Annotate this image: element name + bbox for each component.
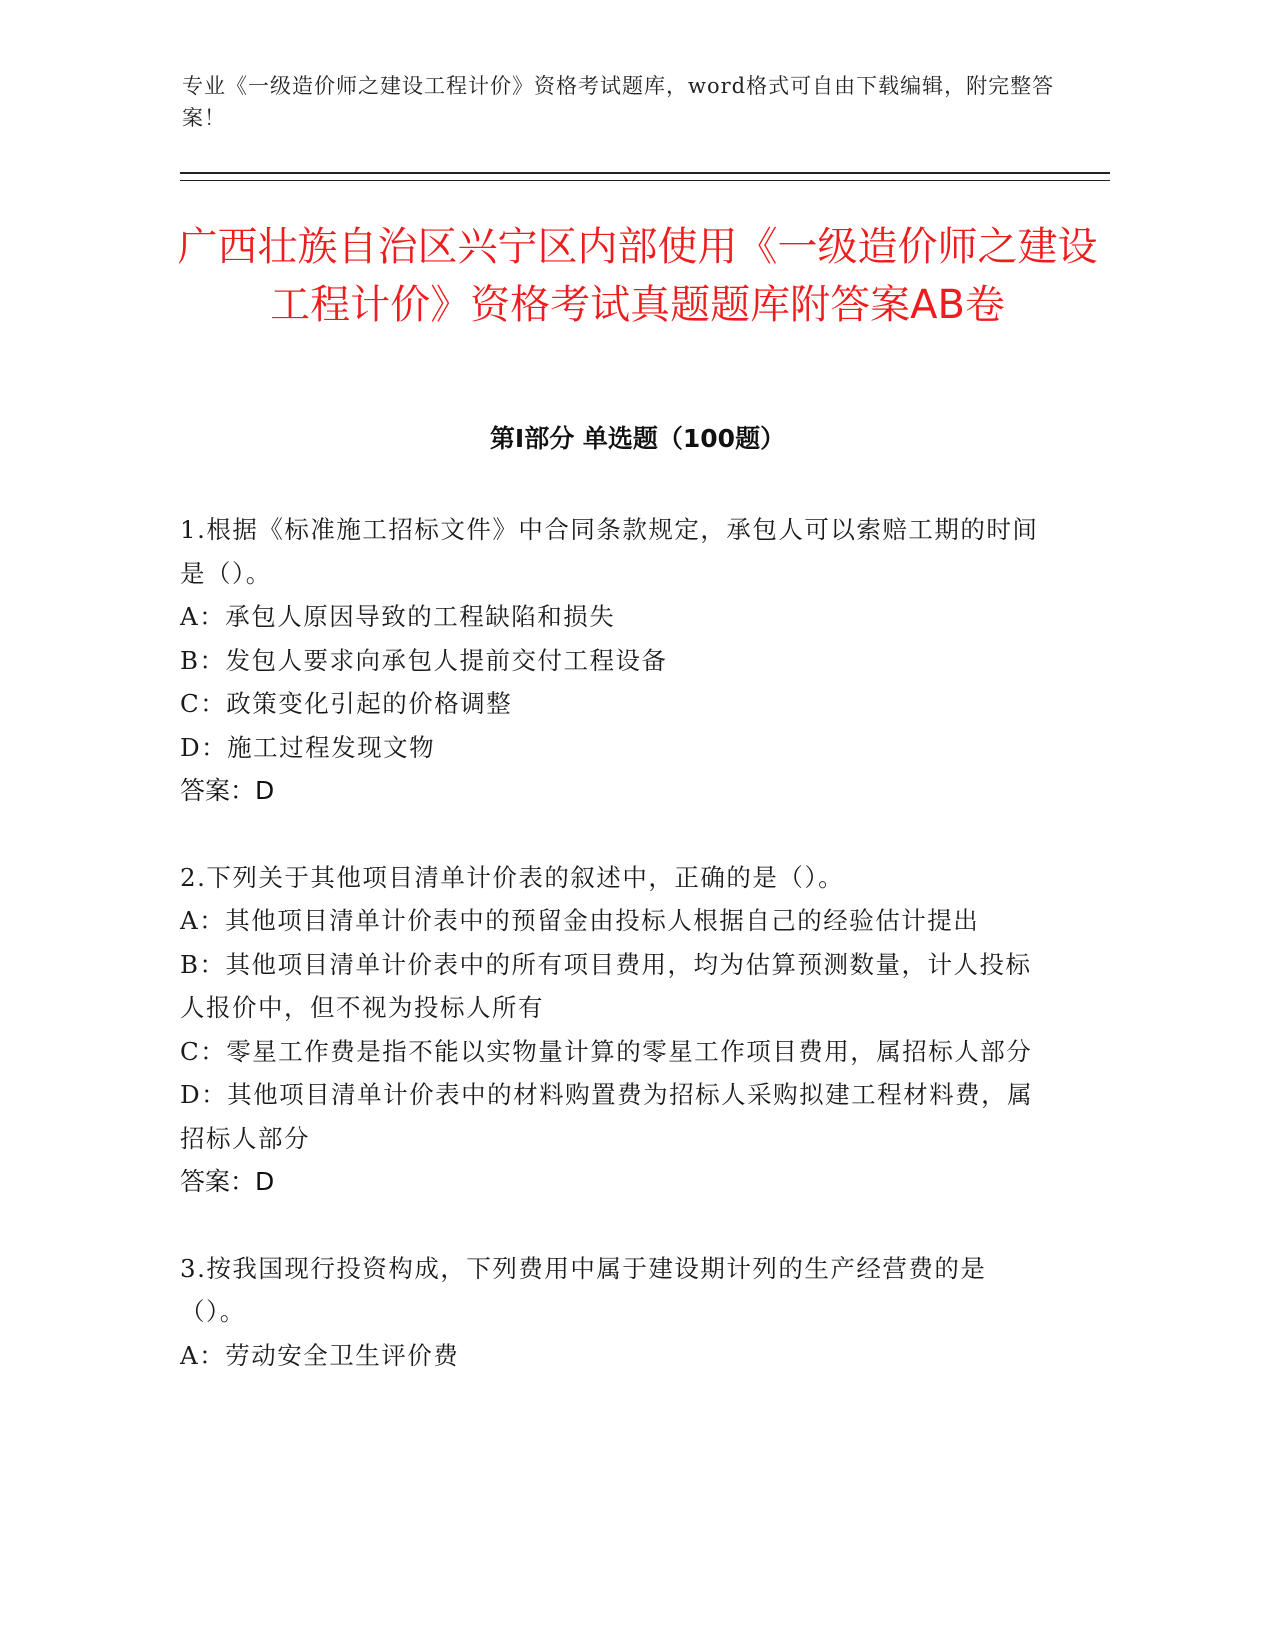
answer-label: 答案：D bbox=[180, 1167, 275, 1196]
option-d: D：其他项目清单计价表中的材料购置费为招标人采购拟建工程材料费，属招标人部分 bbox=[180, 1080, 1034, 1153]
question-item bbox=[180, 508, 1040, 813]
question-item bbox=[180, 856, 1040, 1204]
option-d: D：施工过程发现文物 bbox=[180, 732, 436, 762]
question-stem: 3.按我国现行投资构成，下列费用中属于建设期计列的生产经营费的是（）。 bbox=[180, 1253, 987, 1326]
option-a: A：其他项目清单计价表中的预留金由投标人根据自己的经验估计提出 bbox=[180, 906, 980, 935]
option-b: B：发包人要求向承包人提前交付工程设备 bbox=[180, 645, 668, 675]
section-heading: 第I部分 单选题（100题） bbox=[489, 424, 786, 453]
answer-label: 答案：D bbox=[180, 776, 275, 805]
option-c: C：政策变化引起的价格调整 bbox=[180, 689, 513, 718]
question-list bbox=[180, 508, 1040, 1420]
option-a: A：劳动安全卫生评价费 bbox=[180, 1340, 460, 1370]
option-c: C：零星工作费是指不能以实物量计算的零星工作项目费用，属招标人部分 bbox=[180, 1036, 1033, 1066]
question-item bbox=[180, 1247, 1040, 1378]
question-stem: 2.下列关于其他项目清单计价表的叙述中，正确的是（）。 bbox=[180, 862, 845, 892]
option-a: A：承包人原因导致的工程缺陷和损失 bbox=[180, 602, 616, 631]
document-title: 广西壮族自治区兴宁区内部使用《一级造价师之建设工程计价》资格考试真题题库附答案AB卷 bbox=[177, 224, 1098, 328]
header-divider bbox=[180, 172, 1110, 181]
header-note: 专业《一级造价师之建设工程计价》资格考试题库，word格式可自由下载编辑，附完整答案！ bbox=[182, 74, 1055, 130]
question-stem: 1.根据《标准施工招标文件》中合同条款规定，承包人可以索赔工期的时间是（）。 bbox=[180, 515, 1039, 588]
option-b: B：其他项目清单计价表中的所有项目费用，均为估算预测数量，计人投标人报价中，但不视为投标人所有 bbox=[180, 949, 1032, 1022]
